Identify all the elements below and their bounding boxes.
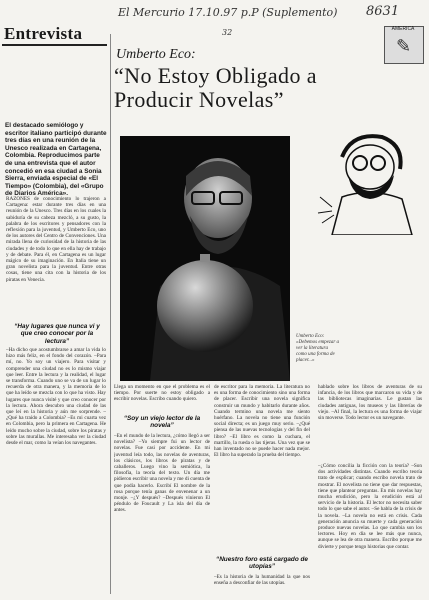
lead-paragraph: El destacado semiólogo y escritor italiano participó durante tres días en una reunión de la Unesco realizada en Cartagena, Colombia. Reproducimos parte de una entrevista que el autor concedió en esa ciudad a Sonia Sierra, enviada especial de «El Tiempo» (Colombia), del «Grupo de Diarios América».: [5, 122, 107, 198]
body-column-3-top: de escritor para la memoria. La literatura no es una forma de conocimiento sino una forma de placer. Escribir una novela significa construir un mundo y habitarlo durante años. Cuando termino una novela me siento huérfano. La novela no tiene una función social directa; es un juego muy serio. –¿Qué piensa de las nuevas tecnologías y del fin del libro? –El libro es como la cuchara, el martillo, la rueda o las tijeras. Una vez que se han inventado no se puede hacer nada mejor. El libro ha superado la prueba del tiempo.: [214, 384, 310, 459]
photo-caption: Umberto Eco: «Debemos empezar a ver la literatura como una forma de placer...»: [296, 334, 340, 363]
section-rule: [2, 44, 107, 46]
logo-text: AMERICA: [391, 26, 415, 32]
caricature-illustration: [312, 127, 420, 235]
interview-kicker: Umberto Eco:: [116, 47, 196, 62]
body-column-2-top: Llega un momento en que el problema es el tiempo. Por suerte no estoy obligado a escribir novelas. Escribo cuando quiero.: [114, 384, 210, 403]
portrait-illustration: [120, 136, 290, 381]
logo-icon: ✎: [396, 36, 412, 56]
pull-quote-2: “Soy un viejo lector de la novela”: [123, 415, 201, 430]
pull-quote-1: “Hay lugares que nunca vi y que creo conocer por la lectura”: [14, 323, 100, 345]
body-column-2-bottom: –En el mundo de la lectura, ¿cómo llegó a ser novelista? –Yo siempre fui un lector de novelas. Fue casi por accidente. En mi juventud leía todo, las novelas de aventuras, los clásicos, los libros de piratas y de caballeros. Luego vino la semiótica, la filosofía, la teoría del texto. Un día me pidieron escribir una novela y me di cuenta de que podía hacerlo. Escribí El nombre de la rosa porque tenía ganas de envenenar a un monje. –¿Y después? –Después vinieron El péndulo de Foucault y La isla del día de antes.: [114, 433, 210, 514]
body-column-4-bottom: –¿Cómo concilia la ficción con la teoría? –Son dos actividades distintas. Cuando escribo teoría trato de explicar; cuando escribo novela trato de mostrar. El novelista no tiene que dar respuestas, tiene que plantear preguntas. En mis novelas hay mucha erudición, pero la erudición está al servicio de la historia. El lector no necesita saber todo lo que sabe el autor. –Se habla de la crisis de la novela. –La novela no está en crisis. Cada generación anuncia su muerte y cada generación produce nuevas novelas. Lo que cambia son los lectores. Hoy en día se lee más que nunca, aunque se lea de otra manera. Escribo porque me divierte y porque tengo historias que contar.: [318, 463, 422, 550]
body-column-1-top: RAZONES de conocimiento lo trajeron a Cartagena: estar durante tres días en una reunión de la Unesco. Tres días en los cuales la sabiduría de su cabeza mezcló, a su gusto, la palabra de los escritores y pensadores con la reflexión para la juventud, y Umberto Eco, uno de los autores del Centro de Convenciones. Una mirada llena de curiosidad de la historia de las ciudades y de todo lo que en ella hay de trabajo y de debate. Para él, en Cartagena es un lugar mágico de su imaginación. En Italia tiene un gran novelista para la juventud. Entre otras cosas, tiene una cita con la historia de los piratas en Venecia.: [6, 196, 106, 283]
caricature-drawing: [312, 127, 420, 235]
handwritten-code: 8631: [366, 4, 400, 19]
handwritten-page-mark: 32: [222, 28, 233, 37]
section-title: Entrevista: [4, 24, 83, 43]
interview-title: “No Estoy Obligado a Producir Novelas”: [114, 63, 317, 112]
body-column-3-bottom: –Es la historia de la humanidad la que nos enseña a desconfiar de las utopías.: [214, 574, 310, 587]
portrait-photo: [120, 136, 290, 381]
pull-quote-3: “Nuestro foro está cargado de utopías”: [216, 556, 308, 571]
column-divider: [110, 34, 111, 594]
body-column-1-bottom: –Ha dicho que acostumbrarse a amar la vida lo hizo más feliz, en el fondo del corazón. –Para mí, no. Yo soy un viajero. Para visitar y comprender una ciudad no es lo mismo viajar que leer. Entre la lectura y la realidad, el lugar se transforma. Cuando uno se va de un lugar lo recuerda de otra manera, y la memoria de lo que ha leído se mezcla con lo que ha visto. Hay lugares que nunca visité y que creo conocer por la lectura. Ahora descubro una ciudad de las que leí en la historia y aún me sorprende. –¿Qué ha traído a Colombia? –Es mi cuarta vez en Colombia, pero la primera en Cartagena. He leído mucho sobre la ciudad, sobre los piratas y sobre las murallas. Me interesaba ver la ciudad desde el mar, como la veían los navegantes.: [6, 347, 106, 447]
handwritten-header-note: El Mercurio 17.10.97 p.P (Suplemento): [118, 6, 338, 19]
body-column-4-top: hablado sobre los libros de aventuras de su infancia, de los libros que marcaron su vida y de las bibliotecas imaginarias. Le gustan las ciudades antiguas, los museos y las librerías de viejo. –Al final, la lectura es una forma de viajar sin moverse. Todo lector es un navegante.: [318, 384, 422, 422]
